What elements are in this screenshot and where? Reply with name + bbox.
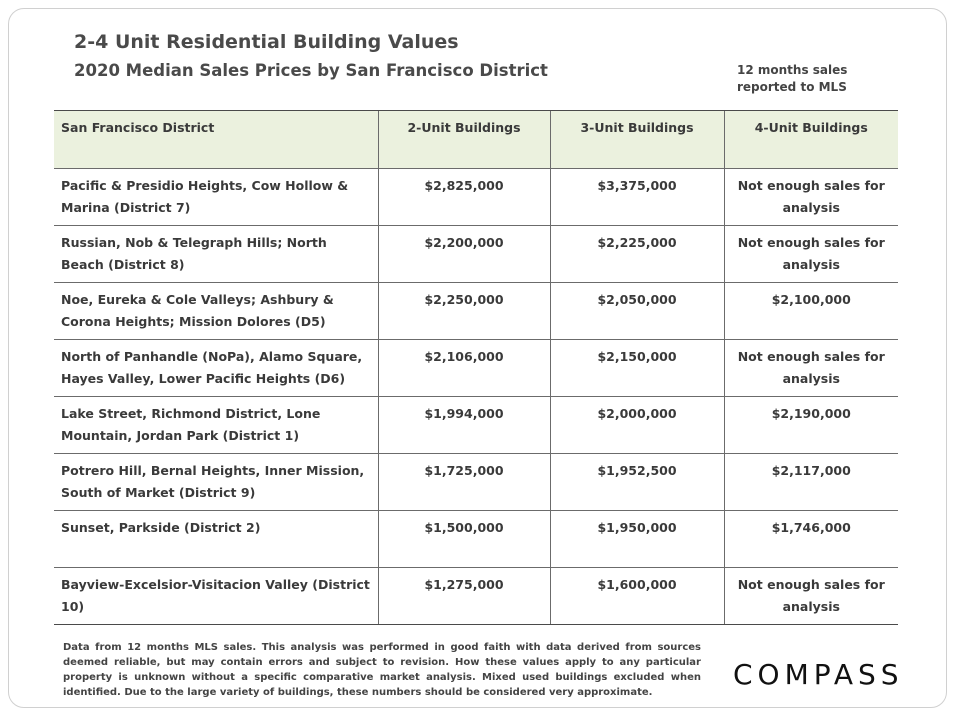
note-line: 12 months sales <box>737 63 848 77</box>
column-header-3-unit: 3-Unit Buildings <box>550 111 724 169</box>
district-cell: Pacific & Presidio Heights, Cow Hollow & Marina (District 7) <box>54 169 378 226</box>
district-cell: Lake Street, Richmond District, Lone Mountain, Jordan Park (District 1) <box>54 397 378 454</box>
three-unit-price-cell: $2,225,000 <box>550 226 724 283</box>
three-unit-price-cell: $3,375,000 <box>550 169 724 226</box>
table-row <box>54 169 898 226</box>
district-cell: Potrero Hill, Bernal Heights, Inner Mission, South of Market (District 9) <box>54 454 378 511</box>
four-unit-price-cell: Not enough sales for analysis <box>724 340 898 397</box>
values-table <box>54 110 898 625</box>
column-header-4-unit: 4-Unit Buildings <box>724 111 898 169</box>
four-unit-price-cell: $2,117,000 <box>724 454 898 511</box>
table-row <box>54 454 898 511</box>
two-unit-price-cell: $2,250,000 <box>378 283 550 340</box>
page-title: 2-4 Unit Residential Building Values <box>74 31 459 53</box>
table-row <box>54 226 898 283</box>
four-unit-price-cell: $2,100,000 <box>724 283 898 340</box>
note-line: reported to MLS <box>737 80 847 94</box>
table-header-row <box>54 111 898 169</box>
district-cell: Bayview-Excelsior-Visitacion Valley (District 10) <box>54 568 378 625</box>
column-header-2-unit: 2-Unit Buildings <box>378 111 550 169</box>
district-cell: Sunset, Parkside (District 2) <box>54 511 378 568</box>
three-unit-price-cell: $2,000,000 <box>550 397 724 454</box>
two-unit-price-cell: $2,106,000 <box>378 340 550 397</box>
three-unit-price-cell: $1,950,000 <box>550 511 724 568</box>
three-unit-price-cell: $2,150,000 <box>550 340 724 397</box>
compass-logo: COMPASS <box>733 658 904 691</box>
table-row <box>54 397 898 454</box>
four-unit-price-cell: $1,746,000 <box>724 511 898 568</box>
two-unit-price-cell: $1,275,000 <box>378 568 550 625</box>
two-unit-price-cell: $1,725,000 <box>378 454 550 511</box>
two-unit-price-cell: $1,500,000 <box>378 511 550 568</box>
data-source-note <box>737 62 847 96</box>
four-unit-price-cell: $2,190,000 <box>724 397 898 454</box>
three-unit-price-cell: $2,050,000 <box>550 283 724 340</box>
district-cell: Russian, Nob & Telegraph Hills; North Beach (District 8) <box>54 226 378 283</box>
four-unit-price-cell: Not enough sales for analysis <box>724 226 898 283</box>
four-unit-price-cell: Not enough sales for analysis <box>724 568 898 625</box>
footnote-disclaimer: Data from 12 months MLS sales. This analysis was performed in good faith with data derived from sources deemed reliable, but may contain errors and subject to revision. How these values apply to any particular property is unknown without a specific comparative market analysis. Mixed used buildings excluded when identified. Due to the large variety of buildings, these numbers should be considered very approximate. <box>63 642 701 698</box>
three-unit-price-cell: $1,600,000 <box>550 568 724 625</box>
page-subtitle: 2020 Median Sales Prices by San Francisco District <box>74 61 548 80</box>
table-row <box>54 283 898 340</box>
table-row <box>54 568 898 625</box>
table-row <box>54 511 898 568</box>
three-unit-price-cell: $1,952,500 <box>550 454 724 511</box>
four-unit-price-cell: Not enough sales for analysis <box>724 169 898 226</box>
column-header-district: San Francisco District <box>54 111 378 169</box>
table-row <box>54 340 898 397</box>
two-unit-price-cell: $2,200,000 <box>378 226 550 283</box>
district-cell: North of Panhandle (NoPa), Alamo Square, Hayes Valley, Lower Pacific Heights (D6) <box>54 340 378 397</box>
two-unit-price-cell: $2,825,000 <box>378 169 550 226</box>
two-unit-price-cell: $1,994,000 <box>378 397 550 454</box>
district-cell: Noe, Eureka & Cole Valleys; Ashbury & Corona Heights; Mission Dolores (D5) <box>54 283 378 340</box>
